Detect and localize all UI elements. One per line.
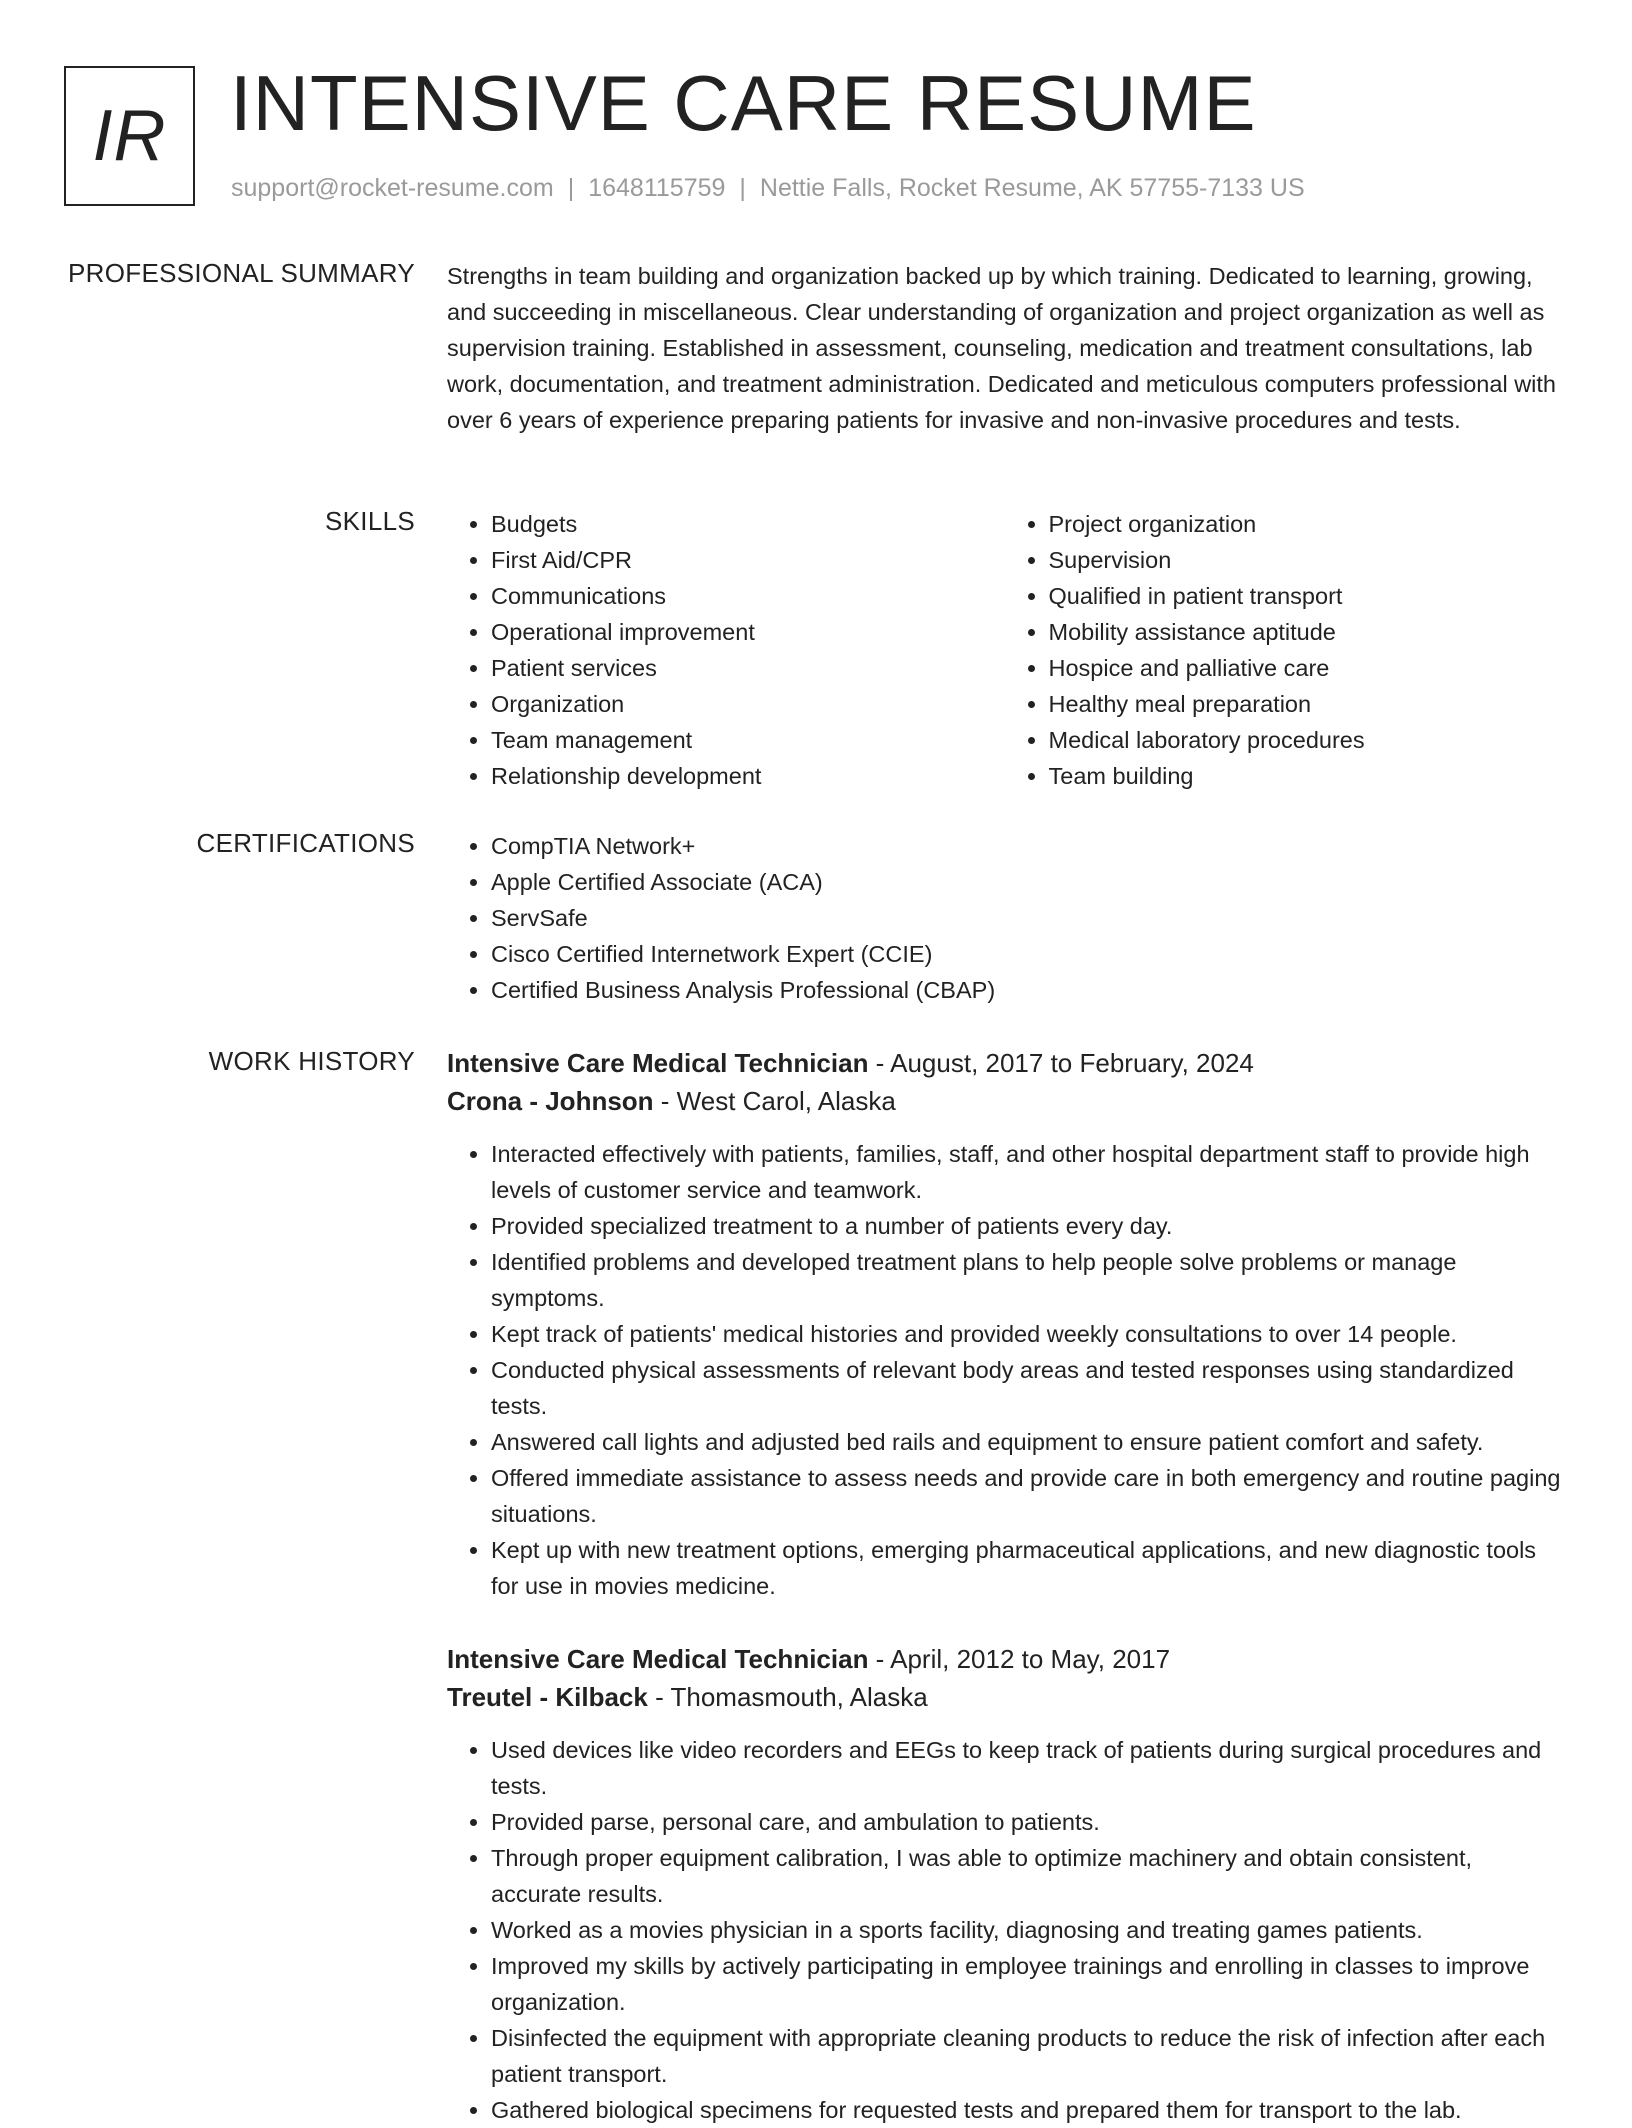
job-duty-item: • Provided parse, personal care, and ambulation to patients. — [491, 1804, 1562, 1840]
skills-content — [447, 506, 1562, 794]
skill-item: • Budgets — [491, 506, 1005, 542]
certification-item: • Apple Certified Associate (ACA) — [491, 864, 1562, 900]
skill-item: • Supervision — [1049, 542, 1563, 578]
monogram-initials: IR — [92, 96, 167, 176]
certifications-label: CERTIFICATIONS — [196, 828, 415, 858]
job-duty-item: • Provided specialized treatment to a number of patients every day. — [491, 1208, 1562, 1244]
job-duty-item: • Through proper equipment calibration, I was able to optimize machinery and obtain consistent, accurate results. — [491, 1840, 1562, 1912]
job-duty-item: • Worked as a movies physician in a sports facility, diagnosing and treating games patients. — [491, 1912, 1562, 1948]
contact-separator: | — [567, 174, 575, 202]
job-title: Intensive Care Medical Technician — [447, 1644, 869, 1674]
skill-item: • Communications — [491, 578, 1005, 614]
skill-item: • Qualified in patient transport — [1049, 578, 1563, 614]
job-duty-item: • Kept up with new treatment options, emerging pharmaceutical applications, and new diagnostic tools for use in movies medicine. — [491, 1532, 1562, 1604]
job-title-line — [447, 1640, 1562, 1678]
skill-item: • Hospice and palliative care — [1049, 650, 1563, 686]
skill-item: • First Aid/CPR — [491, 542, 1005, 578]
job-location: - Thomasmouth, Alaska — [647, 1682, 928, 1712]
certification-item: • Certified Business Analysis Professional (CBAP) — [491, 972, 1562, 1008]
job-dates: - April, 2012 to May, 2017 — [868, 1644, 1171, 1674]
certifications-content — [447, 828, 1562, 1008]
skill-item: • Patient services — [491, 650, 1005, 686]
monogram-box — [64, 66, 195, 206]
job-duty-item: • Answered call lights and adjusted bed rails and equipment to ensure patient comfort and safety. — [491, 1424, 1562, 1460]
job-duty-item: • Identified problems and developed treatment plans to help people solve problems or manage symptoms. — [491, 1244, 1562, 1316]
job-entry — [447, 1640, 1562, 2128]
work-content — [447, 1044, 1562, 2128]
skills-list-right — [1005, 506, 1563, 794]
skill-item: • Operational improvement — [491, 614, 1005, 650]
contact-separator: | — [739, 174, 746, 202]
contact-line — [231, 174, 1305, 203]
job-title-line — [447, 1044, 1562, 1082]
job-company-line — [447, 1082, 1562, 1120]
certifications-list — [447, 828, 1562, 1008]
certification-item: • ServSafe — [491, 900, 1562, 936]
skills-label: SKILLS — [325, 506, 415, 536]
resume-title: INTENSIVE CARE RESUME — [230, 59, 1257, 147]
skills-list-left — [447, 506, 1005, 794]
job-duty-item: • Offered immediate assistance to assess needs and provide care in both emergency and routine paging situations. — [491, 1460, 1562, 1532]
job-duty-item: • Improved my skills by actively participating in employee trainings and enrolling in classes to improve organization. — [491, 1948, 1562, 2020]
summary-content — [447, 258, 1562, 438]
summary-text: Strengths in team building and organization backed up by which training. Dedicated to learning, growing, and succeeding in miscellaneous. Clear understanding of organization and project organization as well as supervision training. Established in assessment, counseling, medication and treatment consultations, lab work, documentation, and treatment administration. Dedicated and meticulous computers professional with over 6 years of experience preparing patients for invasive and non-invasive procedures and tests. — [447, 263, 1556, 433]
job-duty-item: • Gathered biological specimens for requested tests and prepared them for transport to the lab. — [491, 2092, 1562, 2128]
summary-label: PROFESSIONAL SUMMARY — [68, 258, 415, 288]
job-duty-item: • Interacted effectively with patients, families, staff, and other hospital department staff to provide high levels of customer service and teamwork. — [491, 1136, 1562, 1208]
job-duty-item: • Disinfected the equipment with appropriate cleaning products to reduce the risk of infection after each patient transport. — [491, 2020, 1562, 2092]
job-entry — [447, 1044, 1562, 1604]
job-company: Treutel - Kilback — [447, 1682, 648, 1712]
job-location: - West Carol, Alaska — [653, 1086, 896, 1116]
skill-item: • Organization — [491, 686, 1005, 722]
job-title: Intensive Care Medical Technician — [447, 1048, 869, 1078]
job-dates: - August, 2017 to February, 2024 — [868, 1048, 1254, 1078]
job-duty-item: • Conducted physical assessments of relevant body areas and tested responses using standardized tests. — [491, 1352, 1562, 1424]
job-company: Crona - Johnson — [447, 1086, 654, 1116]
job-duty-item: • Kept track of patients' medical histories and provided weekly consultations to over 14 people. — [491, 1316, 1562, 1352]
contact-email: support@rocket-resume.com — [231, 174, 554, 202]
skill-item: • Medical laboratory procedures — [1049, 722, 1563, 758]
job-duties-list — [447, 1136, 1562, 1604]
work-label: WORK HISTORY — [208, 1046, 415, 1076]
skill-item: • Team building — [1049, 758, 1563, 794]
certification-item: • CompTIA Network+ — [491, 828, 1562, 864]
skill-item: • Team management — [491, 722, 1005, 758]
contact-address: Nettie Falls, Rocket Resume, AK 57755-7133 US — [759, 174, 1305, 202]
job-duty-item: • Used devices like video recorders and EEGs to keep track of patients during surgical procedures and tests. — [491, 1732, 1562, 1804]
job-company-line — [447, 1678, 1562, 1716]
certification-item: • Cisco Certified Internetwork Expert (CCIE) — [491, 936, 1562, 972]
skill-item: • Healthy meal preparation — [1049, 686, 1563, 722]
skill-item: • Mobility assistance aptitude — [1049, 614, 1563, 650]
skill-item: • Project organization — [1049, 506, 1563, 542]
contact-phone: 1648115759 — [588, 174, 726, 202]
job-duties-list — [447, 1732, 1562, 2128]
skill-item: • Relationship development — [491, 758, 1005, 794]
